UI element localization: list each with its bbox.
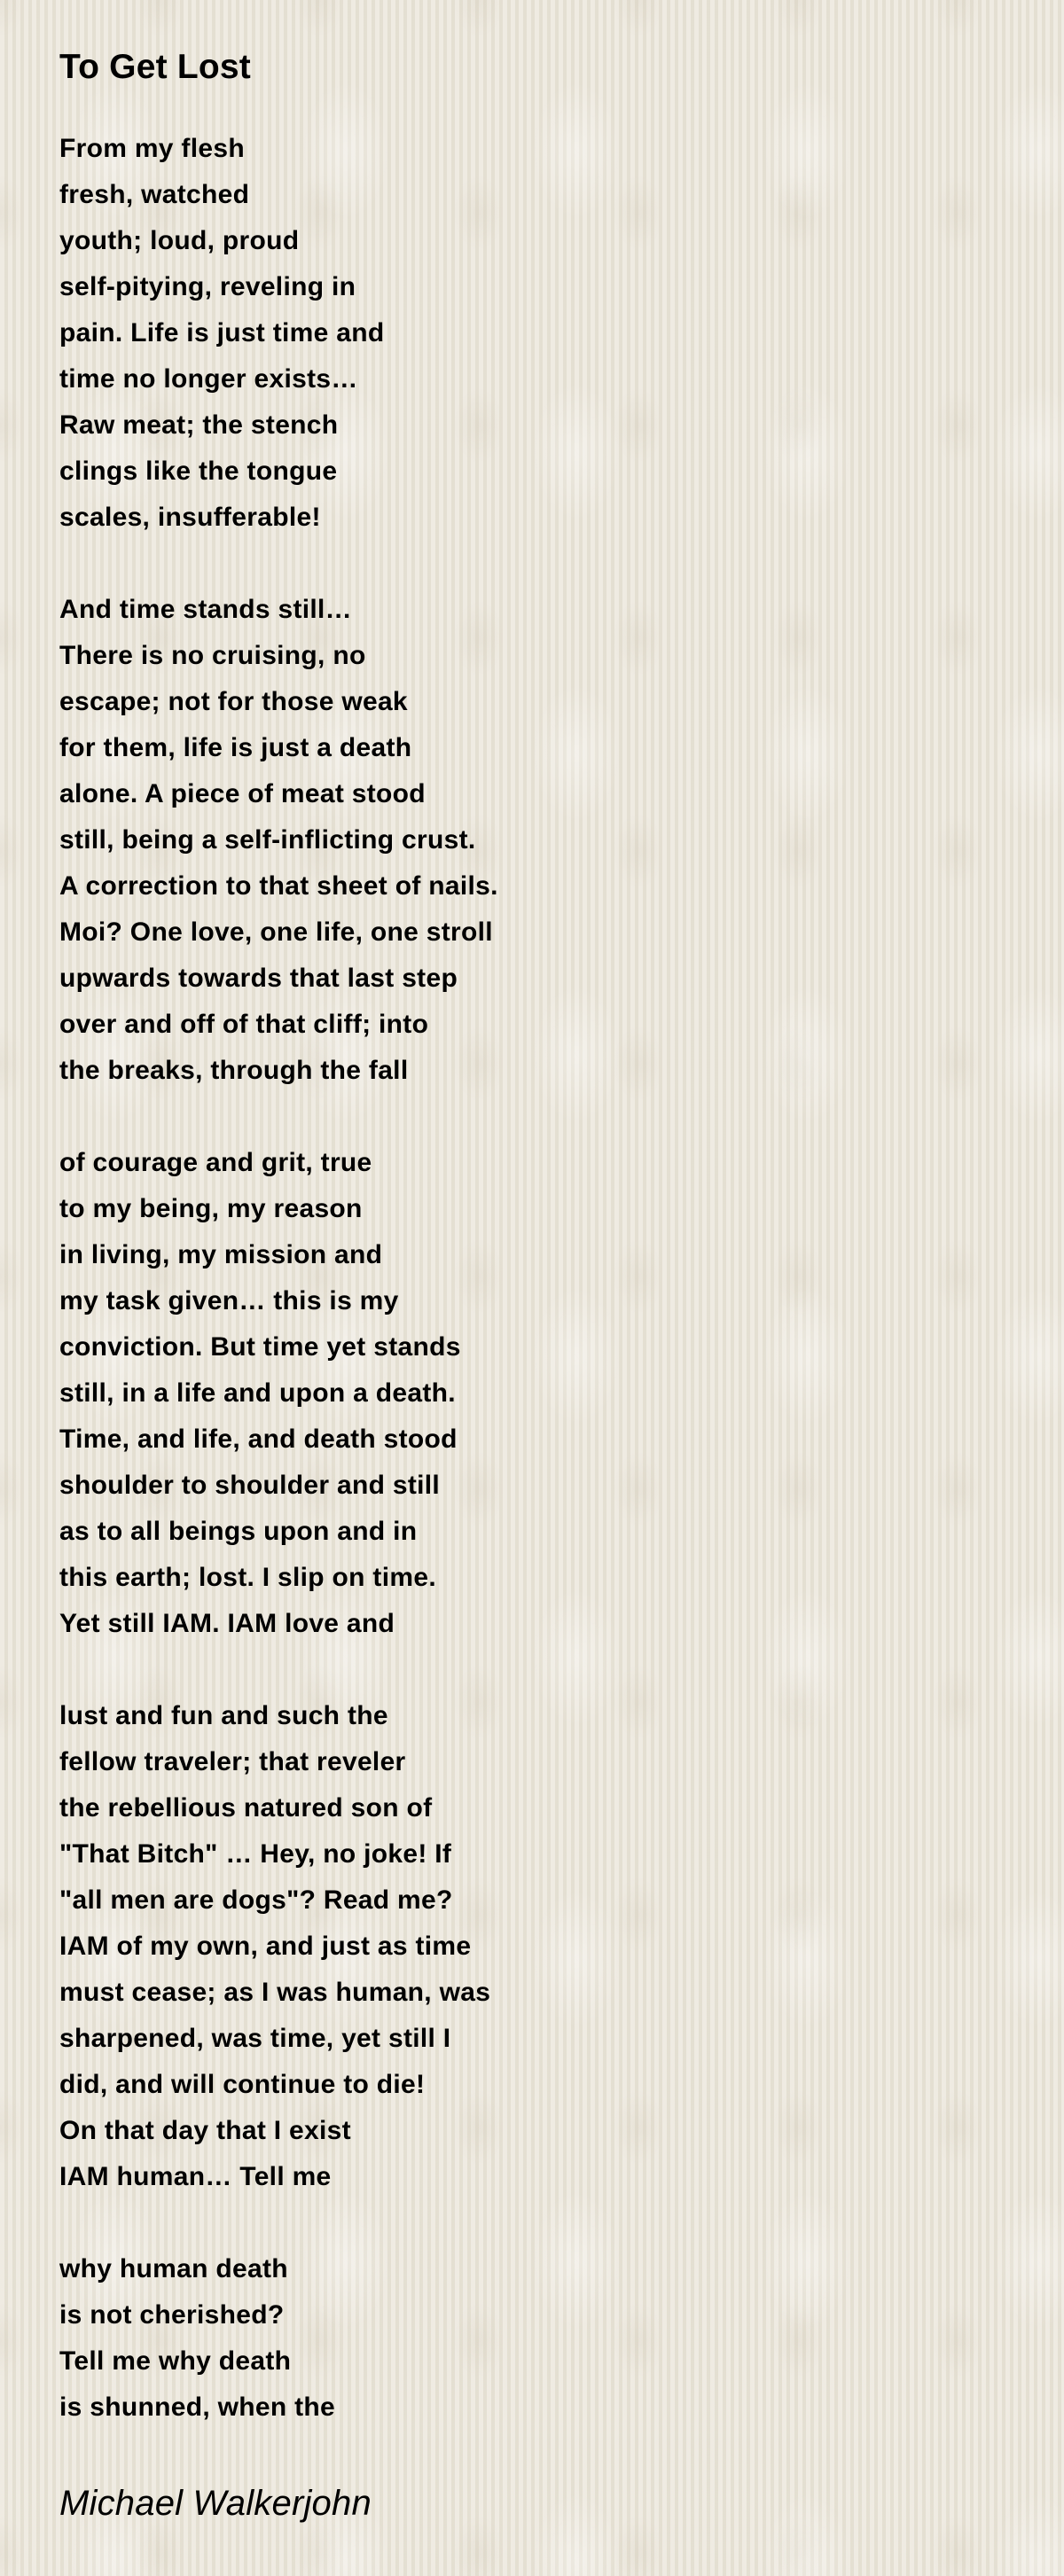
poem-line: lust and fun and such the <box>59 1701 388 1730</box>
stanza-4 <box>59 1693 1017 2200</box>
poem-line: self-pitying, reveling in <box>59 272 356 301</box>
stanza-2 <box>59 587 1017 1094</box>
poem-line: conviction. But time yet stands <box>59 1332 461 1362</box>
poem-line: must cease; as I was human, was <box>59 1978 491 2007</box>
poem-container <box>59 43 1017 2530</box>
poem-line: Tell me why death <box>59 2346 292 2376</box>
stanza-3 <box>59 1140 1017 1647</box>
poem-line: to my being, my reason <box>59 1194 363 1223</box>
poem-line: upwards towards that last step <box>59 964 458 993</box>
poem-line: this earth; lost. I slip on time. <box>59 1563 436 1592</box>
poem-line: as to all beings upon and in <box>59 1517 418 1546</box>
poem-line: Raw meat; the stench <box>59 410 339 440</box>
stanza-5 <box>59 2246 1017 2431</box>
poem-line: scales, insufferable! <box>59 503 321 532</box>
poem-line: alone. A piece of meat stood <box>59 779 426 808</box>
poem-line: the breaks, through the fall <box>59 1056 409 1085</box>
poem-line: the rebellious natured son of <box>59 1793 433 1823</box>
poem-line: A correction to that sheet of nails. <box>59 871 498 901</box>
poem-line: over and off of that cliff; into <box>59 1010 429 1039</box>
poem-line: fresh, watched <box>59 180 250 209</box>
poem-line: sharpened, was time, yet still I <box>59 2024 451 2053</box>
poem-line: youth; loud, proud <box>59 226 300 255</box>
poem-line: And time stands still… <box>59 595 352 624</box>
stanza-1 <box>59 126 1017 541</box>
poem-line: Moi? One love, one life, one stroll <box>59 917 493 947</box>
poem-line: "That Bitch" … Hey, no joke! If <box>59 1839 452 1869</box>
poem-line: There is no cruising, no <box>59 641 366 670</box>
poem-line: still, being a self-inflicting crust. <box>59 825 476 855</box>
poem-line: in living, my mission and <box>59 1240 383 1269</box>
poem-line: why human death <box>59 2254 288 2283</box>
poem-line: "all men are dogs"? Read me? <box>59 1885 453 1915</box>
poem-line: escape; not for those weak <box>59 687 408 716</box>
poem-line: still, in a life and upon a death. <box>59 1378 456 1408</box>
poem-line: my task given… this is my <box>59 1286 399 1315</box>
poem-line: IAM of my own, and just as time <box>59 1932 472 1961</box>
poem-line: fellow traveler; that reveler <box>59 1747 406 1776</box>
poem-line: for them, life is just a death <box>59 733 412 762</box>
poem-line: On that day that I exist <box>59 2116 351 2145</box>
poem-line: pain. Life is just time and <box>59 318 385 347</box>
poem-author[interactable]: Michael Walkerjohn <box>59 2484 372 2523</box>
poem-line: IAM human… Tell me <box>59 2162 332 2191</box>
poem-line: is shunned, when the <box>59 2393 336 2422</box>
poem-line: time no longer exists… <box>59 364 358 394</box>
poem-title: To Get Lost <box>59 48 251 86</box>
poem-line: clings like the tongue <box>59 457 338 486</box>
poem-line: From my flesh <box>59 134 245 163</box>
poem-line: of courage and grit, true <box>59 1148 372 1177</box>
poem-line: Time, and life, and death stood <box>59 1425 458 1454</box>
poem-line: shoulder to shoulder and still <box>59 1471 441 1500</box>
poem-line: Yet still IAM. IAM love and <box>59 1609 395 1638</box>
poem-line: did, and will continue to die! <box>59 2070 426 2099</box>
poem-line: is not cherished? <box>59 2300 285 2330</box>
